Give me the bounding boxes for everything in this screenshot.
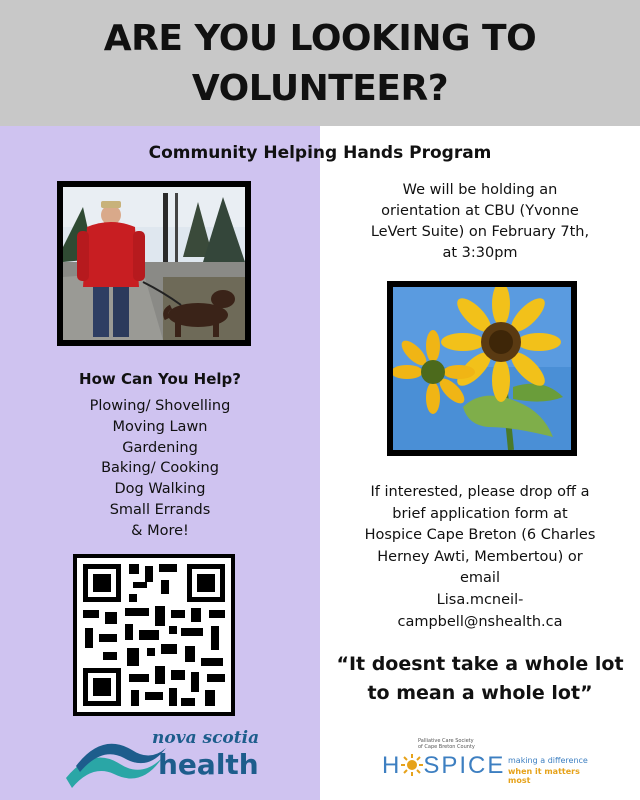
- contact-line: Herney Awti, Membertou) or: [377, 548, 583, 565]
- nsh-logo-line1: nova scotia: [152, 728, 260, 748]
- help-heading: How Can You Help?: [79, 370, 241, 388]
- program-subtitle: Community Helping Hands Program: [148, 143, 492, 163]
- qr-code[interactable]: [73, 554, 235, 716]
- list-item: Gardening: [122, 439, 198, 456]
- contact-line: Hospice Cape Breton (6 Charles: [364, 527, 596, 544]
- hospice-tagline-1: making a difference: [508, 756, 588, 765]
- sunflower-photo: [387, 281, 577, 456]
- quote: [330, 650, 630, 708]
- email-link[interactable]: Lisa.mcneil-: [436, 591, 524, 608]
- nova-scotia-health-logo: [62, 726, 262, 794]
- list-item: Dog Walking: [114, 481, 206, 498]
- sunflower-illustration: [393, 287, 571, 450]
- orientation-line: orientation at CBU (Yvonne: [381, 203, 579, 219]
- dog-walking-illustration: [63, 187, 245, 340]
- quote-line-2: to mean a whole lot”: [367, 682, 593, 704]
- contact-text: [345, 482, 615, 633]
- qr-code-icon: [73, 554, 235, 716]
- hospice-name-h: H: [382, 752, 402, 779]
- dog-walking-photo: [57, 181, 251, 346]
- list-item: & More!: [131, 522, 189, 539]
- hospice-small-line2: of Cape Breton County: [418, 744, 475, 750]
- header-banner: [0, 0, 640, 126]
- email-link[interactable]: campbell@nshealth.ca: [397, 613, 563, 630]
- sun-icon: [401, 754, 423, 776]
- title-line-2: VOLUNTEER?: [191, 68, 449, 109]
- hospice-logo: [382, 738, 602, 786]
- hospice-tagline-2: when it matters most: [508, 767, 580, 785]
- list-item: Small Errands: [109, 501, 211, 518]
- contact-line: If interested, please drop off a: [370, 484, 590, 500]
- help-list: [0, 396, 320, 542]
- hospice-wordmark: [382, 752, 505, 780]
- hospice-name-rest: SPICE: [423, 752, 506, 779]
- contact-line: brief application form at: [392, 505, 568, 522]
- quote-line-1: “It doesnt take a whole lot: [336, 653, 624, 675]
- nsh-logo-line2: health: [158, 748, 259, 781]
- hospice-small-line1: Palliative Care Society: [418, 738, 474, 744]
- page-title: [0, 14, 640, 114]
- list-item: Moving Lawn: [112, 418, 208, 435]
- list-item: Plowing/ Shovelling: [89, 398, 231, 414]
- title-line-1: ARE YOU LOOKING TO: [103, 18, 537, 59]
- orientation-line: at 3:30pm: [442, 245, 518, 261]
- orientation-text: [340, 180, 620, 264]
- orientation-line: We will be holding an: [402, 182, 558, 198]
- orientation-line: LeVert Suite) on February 7th,: [370, 224, 590, 240]
- contact-line: email: [460, 570, 500, 587]
- list-item: Baking/ Cooking: [101, 460, 219, 477]
